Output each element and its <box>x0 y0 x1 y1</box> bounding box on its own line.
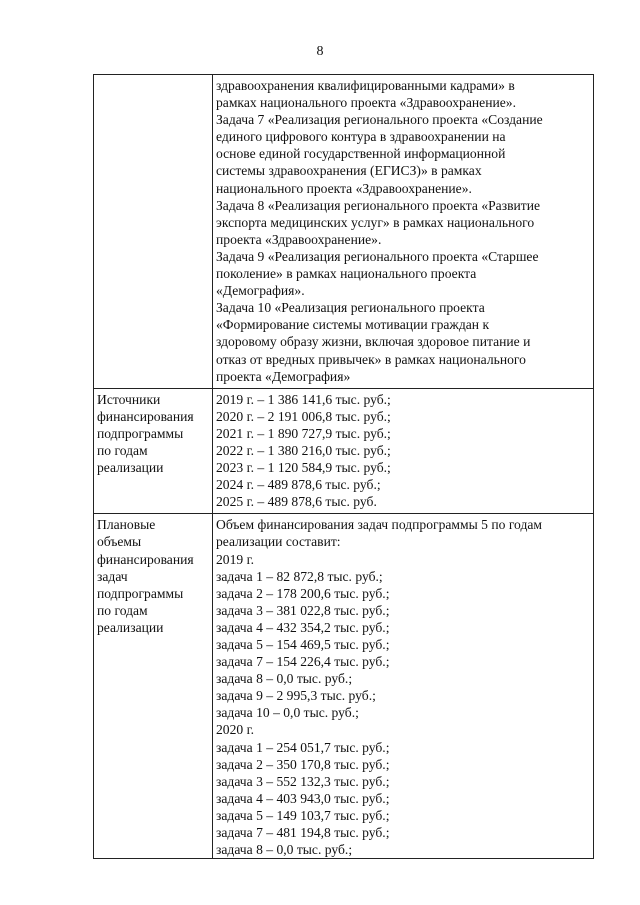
funding-year-line: 2021 г. – 1 890 727,9 тыс. руб.; <box>216 425 391 441</box>
text-line: экспорта медицинских услуг» в рамках национального <box>216 214 535 230</box>
text-line: проекта «Здравоохранение». <box>216 231 382 247</box>
text-line: единого цифрового контура в здравоохранении на <box>216 129 506 145</box>
text-line: здоровому образу жизни, включая здоровое питание и <box>216 334 531 350</box>
year-heading: 2019 г. <box>216 551 255 567</box>
planned-volumes-values-cell <box>213 514 594 859</box>
task-funding-line: задача 4 – 403 943,0 тыс. руб.; <box>216 790 390 806</box>
funding-sources-values-cell <box>213 388 594 514</box>
task-funding-line: задача 8 – 0,0 тыс. руб.; <box>216 842 353 858</box>
text-line: отказ от вредных привычек» в рамках национального <box>216 351 526 367</box>
row1-left-cell <box>94 75 213 389</box>
label-line: по годам <box>97 442 148 458</box>
table-row-planned-volumes <box>94 514 594 859</box>
task-funding-line: Объем финансирования задач подпрограммы 5 по годам <box>216 517 543 533</box>
label-line: подпрограммы <box>97 585 184 601</box>
text-line: основе единой государственной информационной <box>216 146 506 162</box>
label-line: реализации <box>97 619 164 635</box>
text-line: системы здравоохранения (ЕГИСЗ)» в рамках <box>216 163 482 179</box>
row1-right-cell <box>213 75 594 389</box>
text-line: здравоохранения квалифицированными кадрами» в <box>216 78 515 93</box>
program-passport-table <box>93 74 594 859</box>
task-funding-line: задача 7 – 481 194,8 тыс. руб.; <box>216 825 390 841</box>
funding-year-line: 2025 г. – 489 878,6 тыс. руб. <box>216 494 377 510</box>
funding-year-line: 2019 г. – 1 386 141,6 тыс. руб.; <box>216 391 391 407</box>
text-line: национального проекта «Здравоохранение». <box>216 180 472 196</box>
task-funding-line: задача 3 – 381 022,8 тыс. руб.; <box>216 602 390 618</box>
label-line: по годам <box>97 602 148 618</box>
table-row-funding-sources <box>94 388 594 514</box>
text-line: Задача 9 «Реализация регионального проекта «Старшее <box>216 248 539 264</box>
text-line: Задача 10 «Реализация регионального проекта <box>216 300 485 316</box>
label-line: Плановые <box>97 517 156 533</box>
planned-volumes-label-cell <box>94 514 213 859</box>
funding-year-line: 2020 г. – 2 191 006,8 тыс. руб.; <box>216 408 391 424</box>
task-funding-line: задача 1 – 82 872,8 тыс. руб.; <box>216 568 383 584</box>
task-funding-line: задача 5 – 154 469,5 тыс. руб.; <box>216 637 390 652</box>
task-funding-line: задача 4 – 432 354,2 тыс. руб.; <box>216 619 390 635</box>
text-line: Задача 7 «Реализация регионального проекта «Создание <box>216 112 543 128</box>
text-line: рамках национального проекта «Здравоохранение». <box>216 95 516 111</box>
text-line: проекта «Демография» <box>216 368 351 384</box>
task-funding-line: задача 5 – 149 103,7 тыс. руб.; <box>216 807 390 823</box>
task-funding-line: задача 2 – 350 170,8 тыс. руб.; <box>216 756 390 772</box>
task-funding-line: задача 2 – 178 200,6 тыс. руб.; <box>216 585 390 601</box>
task-funding-line: задача 7 – 154 226,4 тыс. руб.; <box>216 654 390 670</box>
text-line: Задача 8 «Реализация регионального проекта «Развитие <box>216 197 541 213</box>
task-funding-line: задача 8 – 0,0 тыс. руб.; <box>216 671 353 687</box>
label-line: финансирования <box>97 551 194 567</box>
page-number: 8 <box>316 44 324 59</box>
text-line: «Формирование системы мотивации граждан к <box>216 317 490 333</box>
label-line: финансирования <box>97 408 194 424</box>
label-line: реализации <box>97 460 164 476</box>
text-line: «Демография». <box>216 283 305 299</box>
text-line: поколение» в рамках национального проекта <box>216 266 477 282</box>
funding-sources-label-cell <box>94 388 213 514</box>
label-line: объемы <box>97 534 142 550</box>
table-row-tasks-continued <box>94 75 594 389</box>
task-funding-line: задача 9 – 2 995,3 тыс. руб.; <box>216 688 376 704</box>
funding-year-line: 2023 г. – 1 120 584,9 тыс. руб.; <box>216 460 391 476</box>
task-funding-line: задача 3 – 552 132,3 тыс. руб.; <box>216 773 390 789</box>
funding-year-line: 2022 г. – 1 380 216,0 тыс. руб.; <box>216 442 391 458</box>
task-funding-line: реализации составит: <box>216 534 341 550</box>
label-line: подпрограммы <box>97 425 184 441</box>
label-line: Источники <box>97 391 161 407</box>
task-funding-line: задача 10 – 0,0 тыс. руб.; <box>216 705 359 721</box>
year-heading: 2020 г. <box>216 722 255 738</box>
funding-year-line: 2024 г. – 489 878,6 тыс. руб.; <box>216 477 381 493</box>
label-line: задач <box>97 568 128 584</box>
task-funding-line: задача 1 – 254 051,7 тыс. руб.; <box>216 739 390 755</box>
